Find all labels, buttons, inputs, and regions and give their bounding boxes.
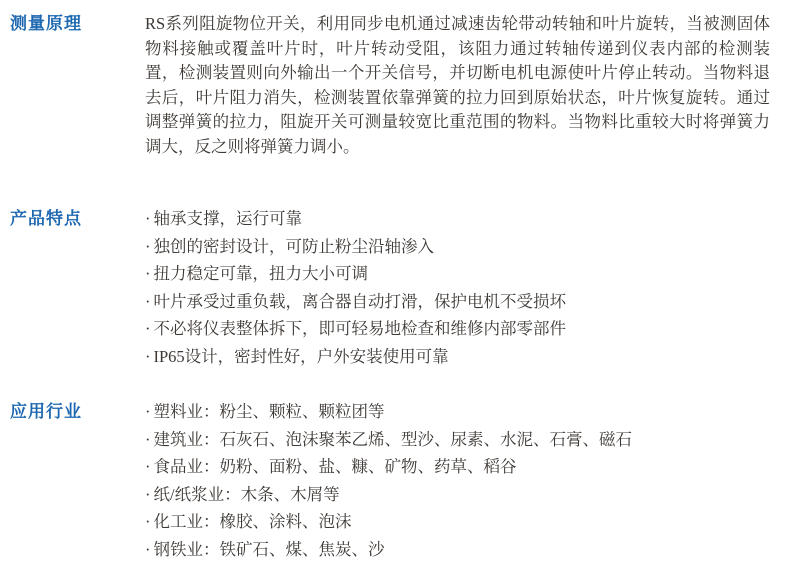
section-application-industries [0, 398, 790, 563]
feature-item-text: IP65设计，密封性好，户外安装使用可靠 [154, 347, 449, 366]
bullet-dot-icon: · [145, 398, 151, 426]
section-product-features [0, 205, 790, 370]
bullet-dot-icon: · [145, 426, 151, 454]
application-industries-content [145, 398, 770, 563]
feature-item-text: 不必将仪表整体拆下，即可轻易地检查和维修内部零部件 [154, 319, 567, 338]
application-item [145, 426, 770, 454]
product-features-list [145, 205, 770, 370]
measurement-principle-content [145, 12, 770, 159]
application-item [145, 508, 770, 536]
application-item-text: 建筑业：石灰石、泡沫聚苯乙烯、型沙、尿素、水泥、石膏、磁石 [154, 430, 633, 449]
application-item-text: 食品业：奶粉、面粉、盐、糠、矿物、药草、稻谷 [154, 457, 517, 476]
feature-item [145, 315, 770, 343]
product-features-content [145, 205, 770, 370]
application-item [145, 481, 770, 509]
feature-item [145, 233, 770, 261]
bullet-dot-icon: · [145, 233, 151, 261]
feature-item [145, 343, 770, 371]
feature-item-text: 叶片承受过重负载，离合器自动打滑，保护电机不受损坏 [154, 292, 567, 311]
bullet-dot-icon: · [145, 453, 151, 481]
application-item-text: 塑料业：粉尘、颗粒、颗粒团等 [154, 402, 385, 421]
section-heading-measurement-principle: 测量原理 [10, 12, 145, 37]
bullet-dot-icon: · [145, 536, 151, 563]
measurement-principle-paragraph: RS系列阻旋物位开关，利用同步电机通过减速齿轮带动转轴和叶片旋转，当被测固体物料接触或覆盖叶片时，叶片转动受阻，该阻力通过转轴传递到仪表内部的检测装置，检测装置则向外输出一个开关信号，并切断电机电源使叶片停止转动。当物料退去后，叶片阻力消失，检测装置依靠弹簧的拉力回到原始状态，叶片恢复旋转。通过调整弹簧的拉力，阻旋开关可测量较宽比重范围的物料。当物料比重较大时将弹簧力调大，反之则将弹簧力调小。 [145, 12, 770, 159]
feature-item [145, 260, 770, 288]
application-item [145, 536, 770, 563]
application-item-text: 纸/纸浆业：木条、木屑等 [154, 485, 340, 504]
feature-item [145, 205, 770, 233]
section-measurement-principle [0, 12, 790, 159]
application-item-text: 钢铁业：铁矿石、煤、焦炭、沙 [154, 540, 385, 559]
feature-item-text: 扭力稳定可靠，扭力大小可调 [154, 264, 369, 283]
feature-item-text: 轴承支撑，运行可靠 [154, 209, 303, 228]
application-item [145, 398, 770, 426]
bullet-dot-icon: · [145, 315, 151, 343]
bullet-dot-icon: · [145, 508, 151, 536]
bullet-dot-icon: · [145, 260, 151, 288]
application-item-text: 化工业：橡胶、涂料、泡沫 [154, 512, 352, 531]
bullet-dot-icon: · [145, 481, 151, 509]
bullet-dot-icon: · [145, 205, 151, 233]
feature-item [145, 288, 770, 316]
bullet-dot-icon: · [145, 343, 151, 371]
application-item [145, 453, 770, 481]
section-heading-product-features: 产品特点 [10, 205, 145, 233]
feature-item-text: 独创的密封设计，可防止粉尘沿轴渗入 [154, 237, 435, 256]
application-industries-list [145, 398, 770, 563]
section-heading-application-industries: 应用行业 [10, 398, 145, 426]
bullet-dot-icon: · [145, 288, 151, 316]
